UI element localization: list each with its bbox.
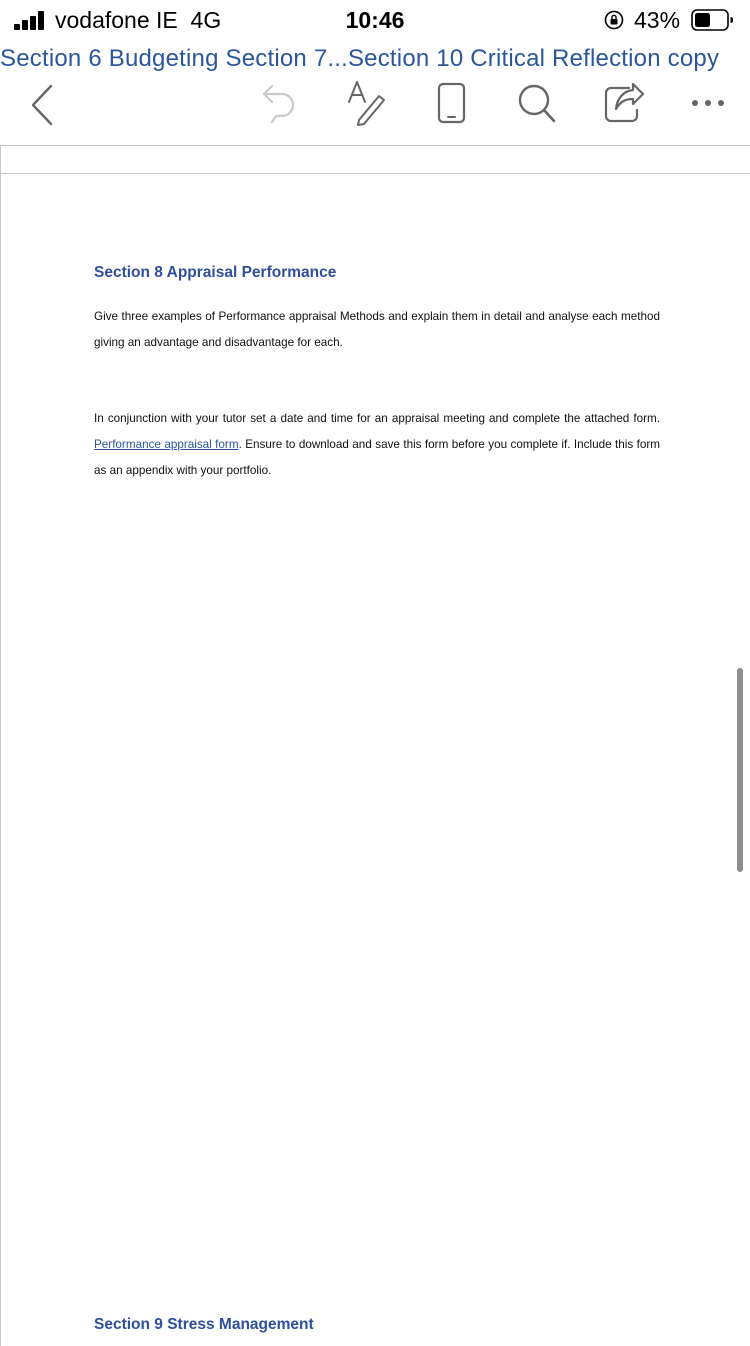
page-gap-border [0, 145, 1, 173]
battery-percent: 43% [634, 7, 681, 33]
vertical-scrollbar[interactable] [737, 668, 743, 872]
back-icon [22, 78, 62, 134]
paragraph2-text-end: . Ensure to download and save this form before you complete if. Include this form as an appendix with your portfolio. [94, 438, 660, 477]
paragraph2-text-start: In conjunction with your tutor set a date and time for an appraisal meeting and complete the attached form. [94, 412, 660, 425]
more-button[interactable] [690, 78, 726, 134]
share-icon [603, 78, 647, 134]
share-button[interactable] [603, 78, 647, 134]
document-title[interactable]: Section 6 Budgeting Section 7...Section 10 Critical Reflection copy [0, 45, 720, 72]
mobile-view-icon [436, 78, 468, 134]
battery-icon [691, 9, 733, 31]
search-button[interactable] [516, 78, 560, 134]
section8-heading: Section 8 Appraisal Performance [94, 264, 337, 281]
edit-button[interactable] [345, 78, 389, 134]
section8-paragraph-1: Give three examples of Performance appraisal Methods and explain them in detail and analyse each method giving an advantage and disadvantage for each. [94, 310, 660, 349]
performance-appraisal-form-link[interactable]: Performance appraisal form [94, 438, 239, 451]
document-top-border [0, 145, 750, 146]
document-page-2[interactable] [0, 1226, 750, 1346]
mobile-view-button[interactable] [436, 78, 468, 134]
document-page[interactable] [0, 173, 750, 1227]
network-type: 4G [190, 7, 222, 33]
toolbar [0, 78, 750, 134]
orientation-lock-icon [604, 10, 624, 30]
more-icon [690, 78, 726, 134]
undo-icon [258, 78, 302, 134]
edit-text-icon [345, 78, 389, 134]
section9-heading: Section 9 Stress Management [94, 1316, 314, 1333]
status-bar [0, 0, 750, 40]
status-time: 10:46 [345, 7, 405, 33]
section8-paragraph-2 [94, 406, 660, 484]
back-button[interactable] [22, 78, 62, 134]
undo-button[interactable] [258, 78, 302, 134]
carrier-name: vodafone IE [55, 7, 178, 33]
search-icon [516, 78, 560, 134]
